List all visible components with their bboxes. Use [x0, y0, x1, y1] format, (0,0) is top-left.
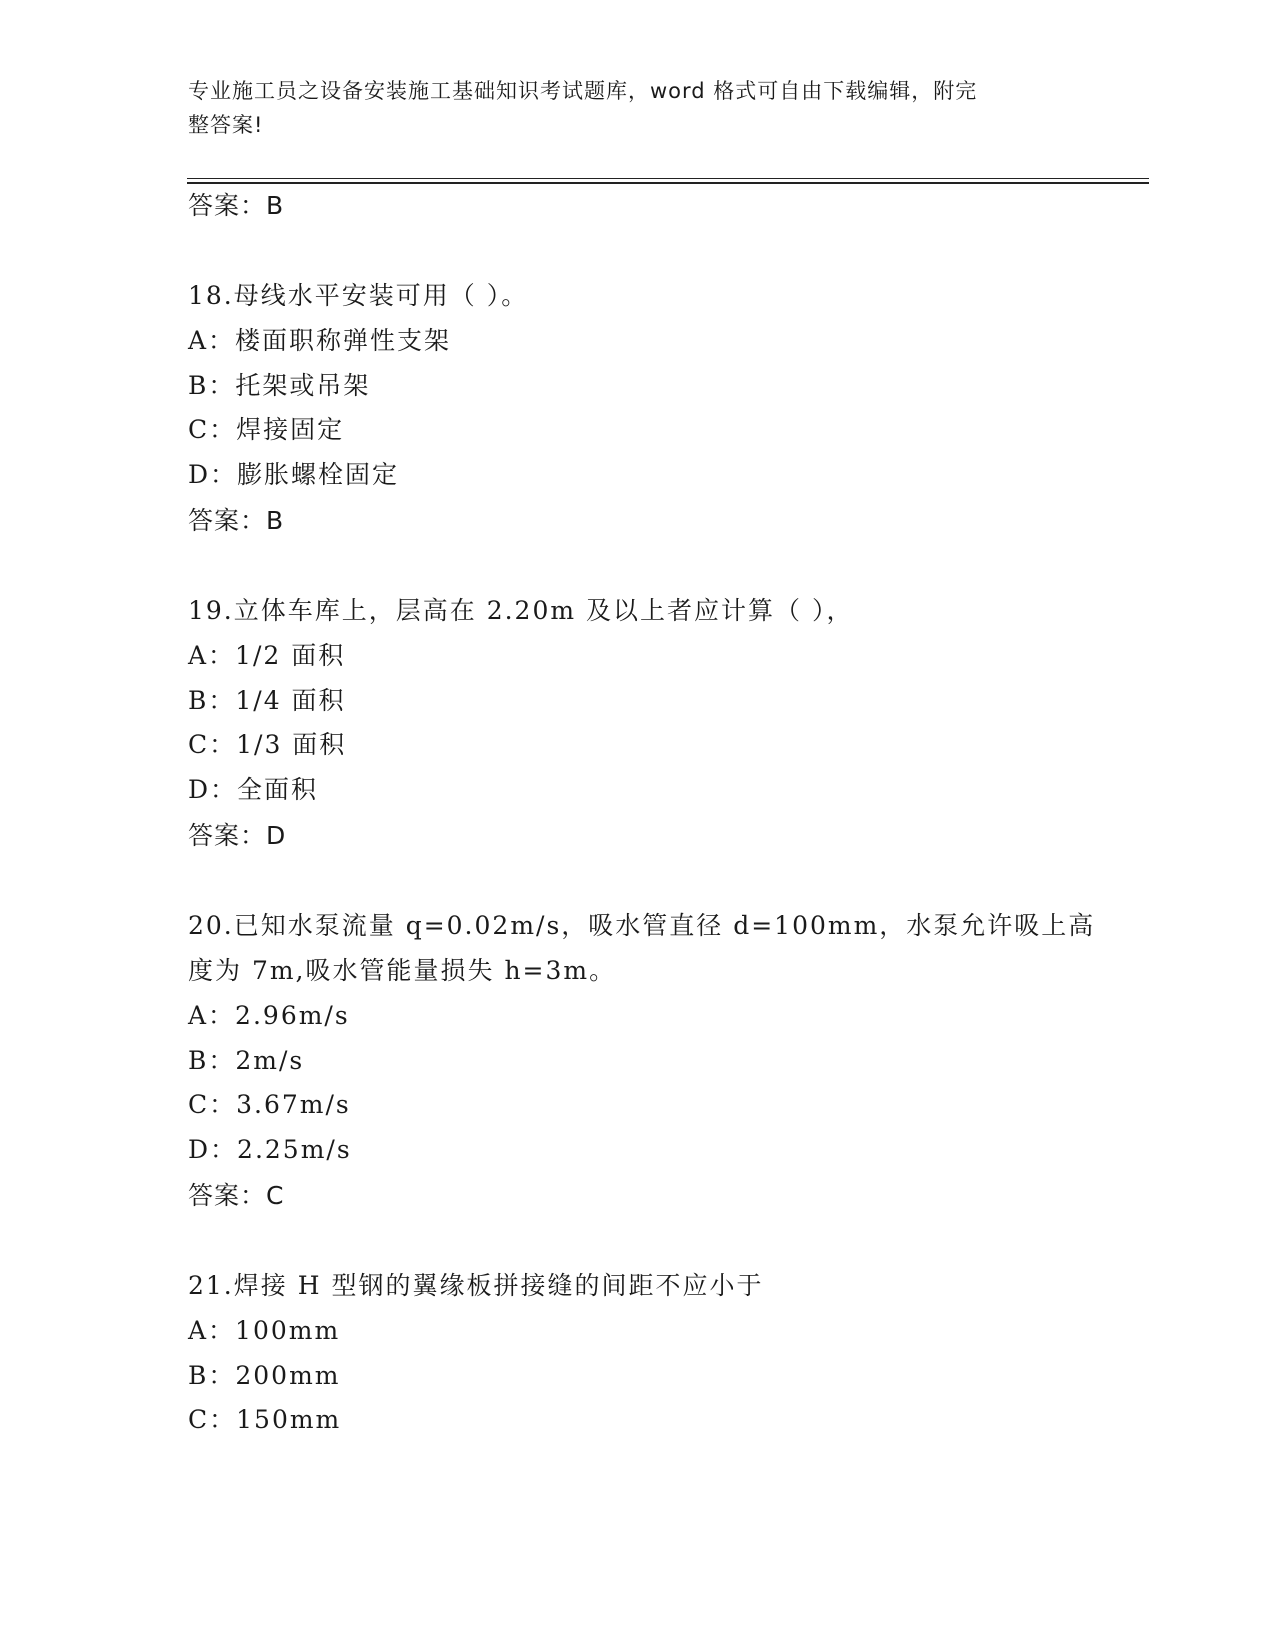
question-19-answer: 答案：D [188, 821, 287, 850]
question-20-stem-continued: 度为 7m,吸水管能量损失 h=3m。 [188, 956, 617, 985]
question-20-option-a: A：2.96m/s [188, 1001, 350, 1030]
question-19-stem: 19.立体车库上，层高在 2.20m 及以上者应计算（ ）， [188, 596, 854, 625]
header-line-2: 整答案! [188, 113, 264, 137]
question-18-option-b: B：托架或吊架 [188, 371, 371, 400]
question-21-stem: 21.焊接 H 型钢的翼缘板拼接缝的间距不应小于 [188, 1271, 764, 1300]
question-18-stem: 18.母线水平安装可用（ ）。 [188, 281, 529, 310]
document-header [188, 74, 1068, 142]
question-20-stem: 20.已知水泵流量 q=0.02m/s，吸水管直径 d=100mm，水泵允许吸上高 [188, 911, 1096, 940]
question-19-option-b: B：1/4 面积 [188, 686, 346, 715]
question-21-option-c: C：150mm [188, 1405, 342, 1434]
question-18-option-d: D：膨胀螺栓固定 [188, 460, 400, 489]
question-18-option-a: A：楼面职称弹性支架 [188, 326, 452, 355]
question-19-option-a: A：1/2 面积 [188, 641, 346, 670]
question-19-option-d: D：全面积 [188, 775, 319, 804]
question-20-option-b: B：2m/s [188, 1046, 305, 1075]
question-19-option-c: C：1/3 面积 [188, 730, 347, 759]
answer-previous: 答案：B [188, 191, 285, 220]
question-20-option-c: C：3.67m/s [188, 1090, 351, 1119]
question-20-option-d: D：2.25m/s [188, 1135, 352, 1164]
question-18-option-c: C：焊接固定 [188, 415, 345, 444]
header-line-1: 专业施工员之设备安装施工基础知识考试题库，word 格式可自由下载编辑，附完 [188, 79, 978, 103]
question-21-option-b: B：200mm [188, 1361, 341, 1390]
question-20-answer: 答案：C [188, 1181, 285, 1210]
question-18-answer: 答案：B [188, 506, 285, 535]
header-rule-thin [187, 178, 1149, 179]
header-rule-thick [187, 182, 1149, 184]
question-21-option-a: A：100mm [188, 1316, 341, 1345]
